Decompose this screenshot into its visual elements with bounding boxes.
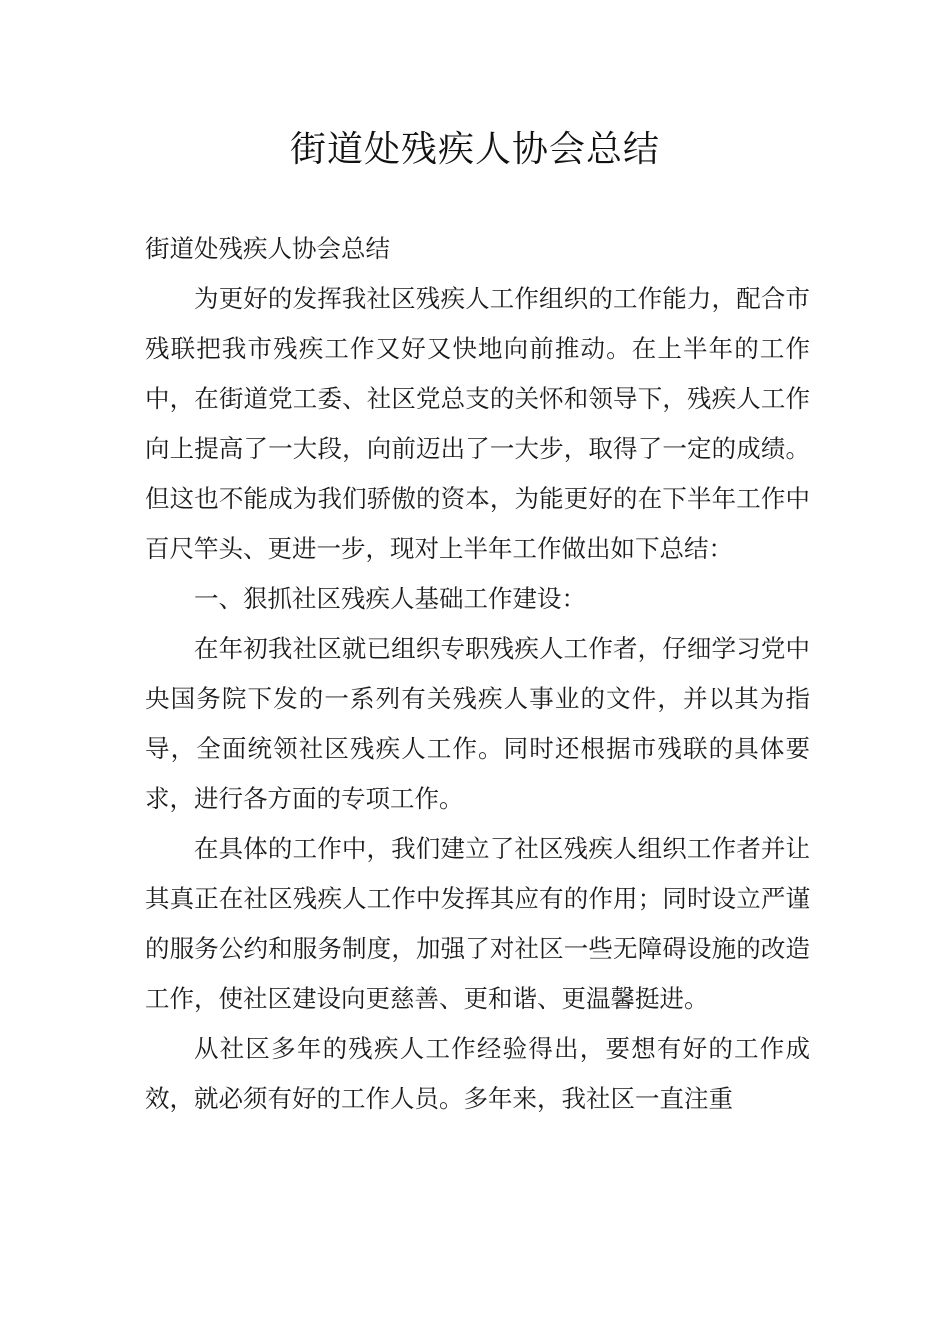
paragraph-experience: 从社区多年的残疾人工作经验得出，要想有好的工作成效，就必须有好的工作人员。多年来，我社区一直注重 — [145, 1034, 810, 1113]
document-title: 街道处残疾人协会总结 — [289, 129, 660, 170]
paragraph-study: 在年初我社区就已组织专职残疾人工作者，仔细学习党中央国务院下发的一系列有关残疾人事业的文件，并以其为指导，全面统领社区残疾人工作。同时还根据市残联的具体要求，进行各方面的专项工作。 — [145, 634, 810, 813]
paragraph-intro: 为更好的发挥我社区残疾人工作组织的工作能力，配合市残联把我市残疾工作又好又快地向前推动。在上半年的工作中，在街道党工委、社区党总支的关怀和领导下，残疾人工作向上提高了一大段，向前迈出了一大步，取得了一定的成绩。但这也不能成为我们骄傲的资本，为能更好的在下半年工作中百尺竿头、更进一步，现对上半年工作做出如下总结： — [145, 284, 810, 563]
document-body — [145, 224, 810, 1124]
document-subtitle: 街道处残疾人协会总结 — [145, 234, 390, 263]
paragraph-organization: 在具体的工作中，我们建立了社区残疾人组织工作者并让其真正在社区残疾人工作中发挥其应有的作用；同时设立严谨的服务公约和服务制度，加强了对社区一些无障碍设施的改造工作，使社区建设向更慈善、更和谐、更温馨挺进。 — [145, 834, 810, 1013]
section-heading-1: 一、狠抓社区残疾人基础工作建设： — [194, 584, 586, 613]
